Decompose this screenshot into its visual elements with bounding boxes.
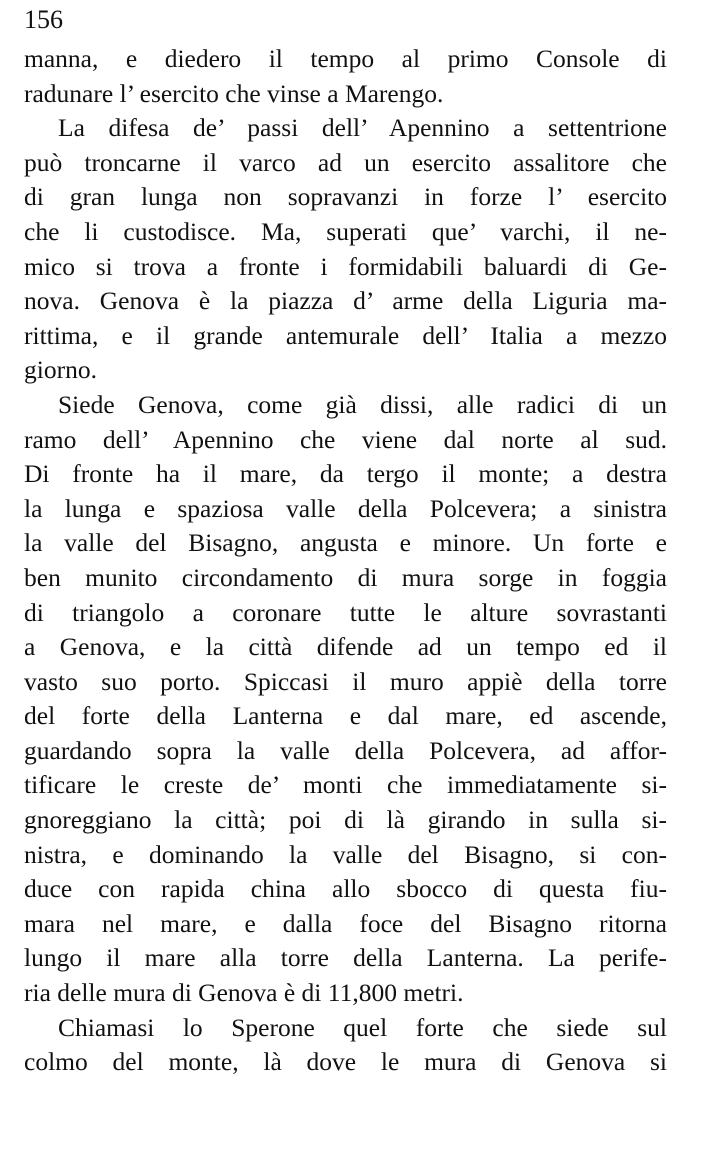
text-line: ben munito circondamento di mura sorge in foggia: [24, 562, 667, 592]
text-line: giorno.: [24, 355, 97, 385]
text-line: del forte della Lanterna e dal mare, ed ascende,: [24, 701, 667, 731]
text-line: mara nel mare, e dalla foce del Bisagno ritorna: [24, 908, 667, 938]
text-line: rittima, e il grande antemurale dell’ Italia a mezzo: [24, 320, 667, 350]
text-line: la valle del Bisagno, angusta e minore. Un forte e: [24, 528, 667, 558]
text-line: Chiamasi lo Sperone quel forte che siede sul: [58, 1012, 667, 1042]
paragraph-4: [24, 1011, 667, 1080]
text-line: può troncarne il varco ad un esercito assalitore che: [24, 147, 667, 177]
page-number: 156: [24, 5, 63, 34]
text-line: gnoreggiano la città; poi di là girando in sulla si-: [24, 805, 667, 835]
paragraph-2: [24, 111, 667, 388]
text-line: duce con rapida china allo sbocco di questa fiu-: [24, 874, 667, 904]
body-text: [24, 42, 667, 1080]
text-line: che li custodisce. Ma, superati que’ varchi, il ne-: [24, 216, 667, 246]
text-line: Di fronte ha il mare, da tergo il monte; a destra: [24, 459, 667, 489]
paragraph-3: [24, 388, 667, 1011]
text-line: a Genova, e la città difende ad un tempo ed il: [24, 632, 667, 662]
text-line: di triangolo a coronare tutte le alture sovrastanti: [24, 597, 667, 627]
text-line: ramo dell’ Apennino che viene dal norte al sud.: [24, 424, 667, 454]
paragraph-1: [24, 42, 667, 111]
text-line: Siede Genova, come già dissi, alle radici di un: [58, 389, 667, 419]
text-line: vasto suo porto. Spiccasi il muro appiè della torre: [24, 666, 667, 696]
text-line: colmo del monte, là dove le mura di Genova si: [24, 1047, 667, 1077]
text-line: tificare le creste de’ monti che immediatamente si-: [24, 770, 667, 800]
text-line: mico si trova a fronte i formidabili baluardi di Ge-: [24, 251, 667, 281]
text-line: ria delle mura di Genova è di 11,800 metri.: [24, 978, 464, 1008]
text-line: La difesa de’ passi dell’ Apennino a settentrione: [58, 113, 667, 143]
text-line: nova. Genova è la piazza d’ arme della Liguria ma-: [24, 286, 667, 316]
text-line: guardando sopra la valle della Polcevera, ad affor-: [24, 735, 667, 765]
text-line: nistra, e dominando la valle del Bisagno, si con-: [24, 839, 667, 869]
text-line: manna, e diedero il tempo al primo Console di: [24, 44, 667, 73]
text-line: lungo il mare alla torre della Lanterna. La perife-: [24, 943, 667, 973]
text-line: di gran lunga non sopravanzi in forze l’ esercito: [24, 182, 667, 212]
text-line: la lunga e spaziosa valle della Polcevera; a sinistra: [24, 493, 667, 523]
text-line: radunare l’ esercito che vinse a Marengo.: [24, 78, 444, 108]
